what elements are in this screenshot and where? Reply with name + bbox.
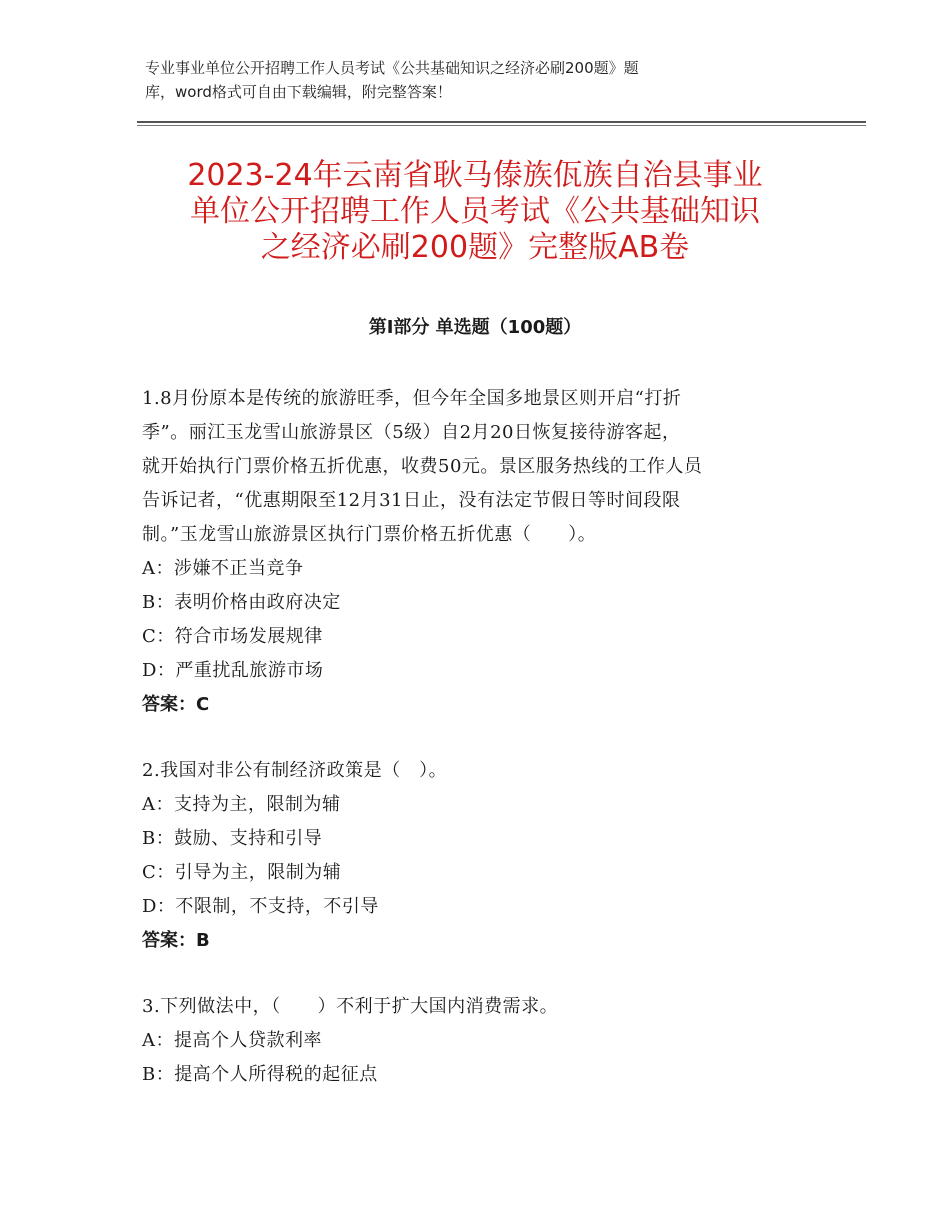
question-stem <box>142 382 822 552</box>
header-note-line: 专业事业单位公开招聘工作人员考试《公共基础知识之经济必刷200题》题 <box>145 59 639 77</box>
header-divider-thin <box>137 125 866 126</box>
header-divider <box>137 121 866 123</box>
stem-line: 2.我国对非公有制经济政策是（ ）。 <box>142 760 448 781</box>
question-2 <box>142 754 822 958</box>
option-b: B：鼓励、支持和引导 <box>142 828 323 849</box>
answer: 答案：C <box>142 694 210 715</box>
section-title: 第Ⅰ部分 单选题（100题） <box>368 317 582 338</box>
option-d: D：严重扰乱旅游市场 <box>142 660 324 681</box>
option-a: A：提高个人贷款利率 <box>142 1030 322 1051</box>
stem-line: 季”。丽江玉龙雪山旅游景区（5级）自2月20日恢复接待游客起， <box>142 422 681 443</box>
title-line: 2023-24年云南省耿马傣族佤族自治县事业 <box>187 158 763 193</box>
option-a: A：支持为主，限制为辅 <box>142 794 341 815</box>
header-note <box>145 56 785 104</box>
stem-line: 制。”玉龙雪山旅游景区执行门票价格五折优惠（ ）。 <box>142 524 597 545</box>
option-b: B：表明价格由政府决定 <box>142 592 341 613</box>
title-line: 之经济必刷200题》完整版AB卷 <box>260 230 690 265</box>
stem-line: 告诉记者，“优惠期限至12月31日止，没有法定节假日等时间段限 <box>142 490 681 511</box>
stem-line: 1.8月份原本是传统的旅游旺季，但今年全国多地景区则开启“打折 <box>142 388 682 409</box>
option-a: A：涉嫌不正当竞争 <box>142 558 304 579</box>
question-stem <box>142 754 822 788</box>
option-c: C：引导为主，限制为辅 <box>142 862 342 883</box>
question-stem <box>142 990 822 1024</box>
stem-line: 就开始执行门票价格五折优惠，收费50元。景区服务热线的工作人员 <box>142 456 703 477</box>
document-title <box>110 158 840 266</box>
question-1 <box>142 382 822 722</box>
option-b: B：提高个人所得税的起征点 <box>142 1064 378 1085</box>
header-note-line: 库，word格式可自由下载编辑，附完整答案！ <box>145 83 452 101</box>
question-3 <box>142 990 822 1092</box>
question-list <box>142 382 822 1124</box>
title-line: 单位公开招聘工作人员考试《公共基础知识 <box>190 194 760 229</box>
answer: 答案：B <box>142 930 210 951</box>
option-d: D：不限制，不支持，不引导 <box>142 896 379 917</box>
option-c: C：符合市场发展规律 <box>142 626 323 647</box>
stem-line: 3.下列做法中，（ ）不利于扩大国内消费需求。 <box>142 996 559 1017</box>
